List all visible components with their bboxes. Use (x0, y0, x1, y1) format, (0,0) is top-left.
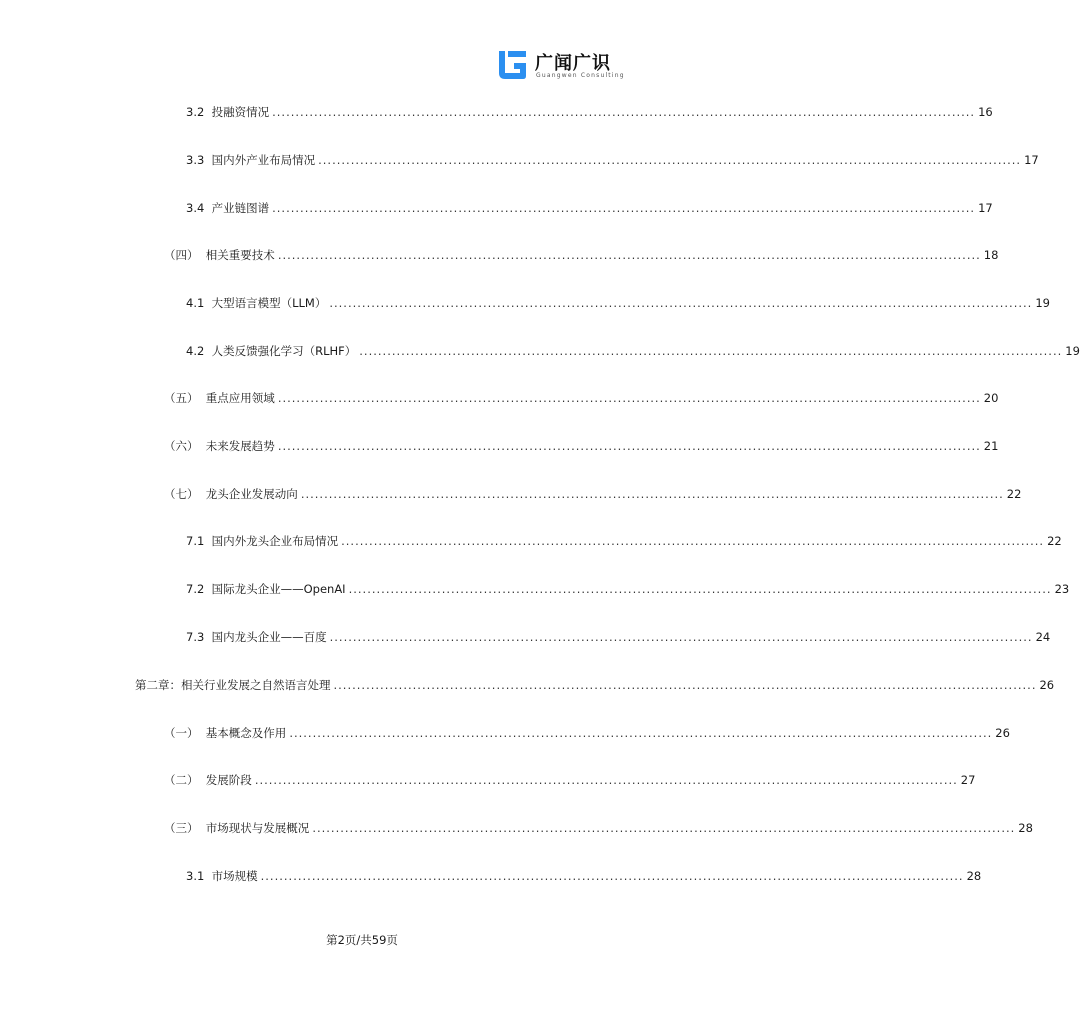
toc-entry[interactable] (164, 724, 1010, 742)
toc-entry[interactable] (164, 437, 999, 455)
toc-entry-title: （一） 基本概念及作用 (164, 726, 287, 740)
toc-leader-dots: ....................................................................................................................................................... (272, 105, 976, 119)
toc-leader-dots: ....................................................................................................................................................... (341, 534, 1045, 548)
toc-entry-title: 3.4 产业链图谱 (186, 201, 270, 215)
toc-entry-title: 3.1 市场规模 (186, 869, 258, 883)
toc-entry-title: （二） 发展阶段 (164, 773, 252, 787)
toc-entry-page: 19 (1035, 296, 1050, 310)
toc-entry-title: 7.3 国内龙头企业——百度 (186, 630, 327, 644)
logo-chinese-name: 广闻广识 (535, 53, 611, 74)
toc-entry[interactable] (164, 819, 1033, 837)
toc-entry-page: 28 (966, 869, 982, 883)
toc-leader-dots: ....................................................................................................................................................... (254, 773, 958, 787)
toc-leader-dots: ....................................................................................................................................................... (300, 487, 1004, 501)
toc-entry[interactable] (186, 628, 1051, 646)
toc-entry[interactable] (164, 485, 1022, 503)
toc-entry-page: 24 (1035, 630, 1051, 644)
page-indicator: 第2页/共59页 (326, 933, 398, 947)
toc-entry-chapter[interactable] (135, 676, 1055, 694)
toc-entry-title: 7.1 国内外龙头企业布局情况 (186, 534, 339, 548)
toc-leader-dots: ....................................................................................................................................................... (329, 630, 1033, 644)
toc-entry-page: 17 (978, 201, 993, 215)
toc-entry-page: 20 (983, 391, 999, 405)
toc-leader-dots: ....................................................................................................................................................... (348, 582, 1052, 596)
toc-entry-page: 17 (1024, 153, 1039, 167)
toc-entry-page: 26 (995, 726, 1010, 740)
toc-entry-title: （五） 重点应用领域 (164, 391, 275, 405)
toc-entry-title: （三） 市场现状与发展概况 (164, 821, 310, 835)
toc-leader-dots: ....................................................................................................................................................... (333, 678, 1037, 692)
toc-leader-dots: ....................................................................................................................................................... (329, 296, 1033, 310)
toc-entry-title: （七） 龙头企业发展动向 (164, 487, 298, 501)
toc-entry-title: 3.2 投融资情况 (186, 105, 270, 119)
toc-entry[interactable] (186, 867, 982, 885)
logo-mark-icon (497, 49, 527, 81)
toc-entry[interactable] (164, 246, 999, 264)
toc-entry[interactable] (164, 389, 999, 407)
toc-entry[interactable] (186, 103, 993, 121)
toc-leader-dots: ....................................................................................................................................................... (277, 391, 981, 405)
company-logo (497, 49, 625, 83)
toc-entry-page: 21 (983, 439, 999, 453)
toc-leader-dots: ....................................................................................................................................................... (277, 248, 981, 262)
toc-entry[interactable] (186, 151, 1039, 169)
toc-entry[interactable] (164, 771, 976, 789)
toc-leader-dots: ....................................................................................................................................................... (260, 869, 964, 883)
toc-entry-page: 16 (978, 105, 993, 119)
toc-entry-page: 19 (1065, 344, 1080, 358)
toc-entry-title: 第二章：相关行业发展之自然语言处理 (135, 678, 331, 692)
toc-entry-title: （六） 未来发展趋势 (164, 439, 275, 453)
toc-leader-dots: ....................................................................................................................................................... (272, 201, 976, 215)
toc-entry-page: 22 (1047, 534, 1062, 548)
toc-entry[interactable] (186, 199, 993, 217)
toc-entry-page: 22 (1006, 487, 1022, 501)
toc-entry[interactable] (186, 532, 1062, 550)
toc-entry[interactable] (186, 294, 1050, 312)
toc-entry-page: 23 (1054, 582, 1070, 596)
toc-entry-page: 18 (983, 248, 999, 262)
toc-leader-dots: ....................................................................................................................................................... (318, 153, 1022, 167)
toc-entry-page: 27 (960, 773, 976, 787)
toc-leader-dots: ....................................................................................................................................................... (277, 439, 981, 453)
toc-entry-page: 26 (1039, 678, 1055, 692)
toc-leader-dots: ....................................................................................................................................................... (289, 726, 993, 740)
toc-entry-title: 3.3 国内外产业布局情况 (186, 153, 316, 167)
toc-entry-page: 28 (1018, 821, 1033, 835)
toc-entry-title: 4.1 大型语言模型（LLM） (186, 296, 327, 310)
toc-leader-dots: ....................................................................................................................................................... (312, 821, 1016, 835)
toc-leader-dots: ....................................................................................................................................................... (359, 344, 1063, 358)
toc-entry-title: （四） 相关重要技术 (164, 248, 275, 262)
toc-entry[interactable] (186, 580, 1070, 598)
toc-entry[interactable] (186, 342, 1080, 360)
toc-entry-title: 7.2 国际龙头企业——OpenAI (186, 582, 346, 596)
toc-entry-title: 4.2 人类反馈强化学习（RLHF） (186, 344, 357, 358)
logo-english-name: Guangwen Consulting (536, 72, 625, 79)
